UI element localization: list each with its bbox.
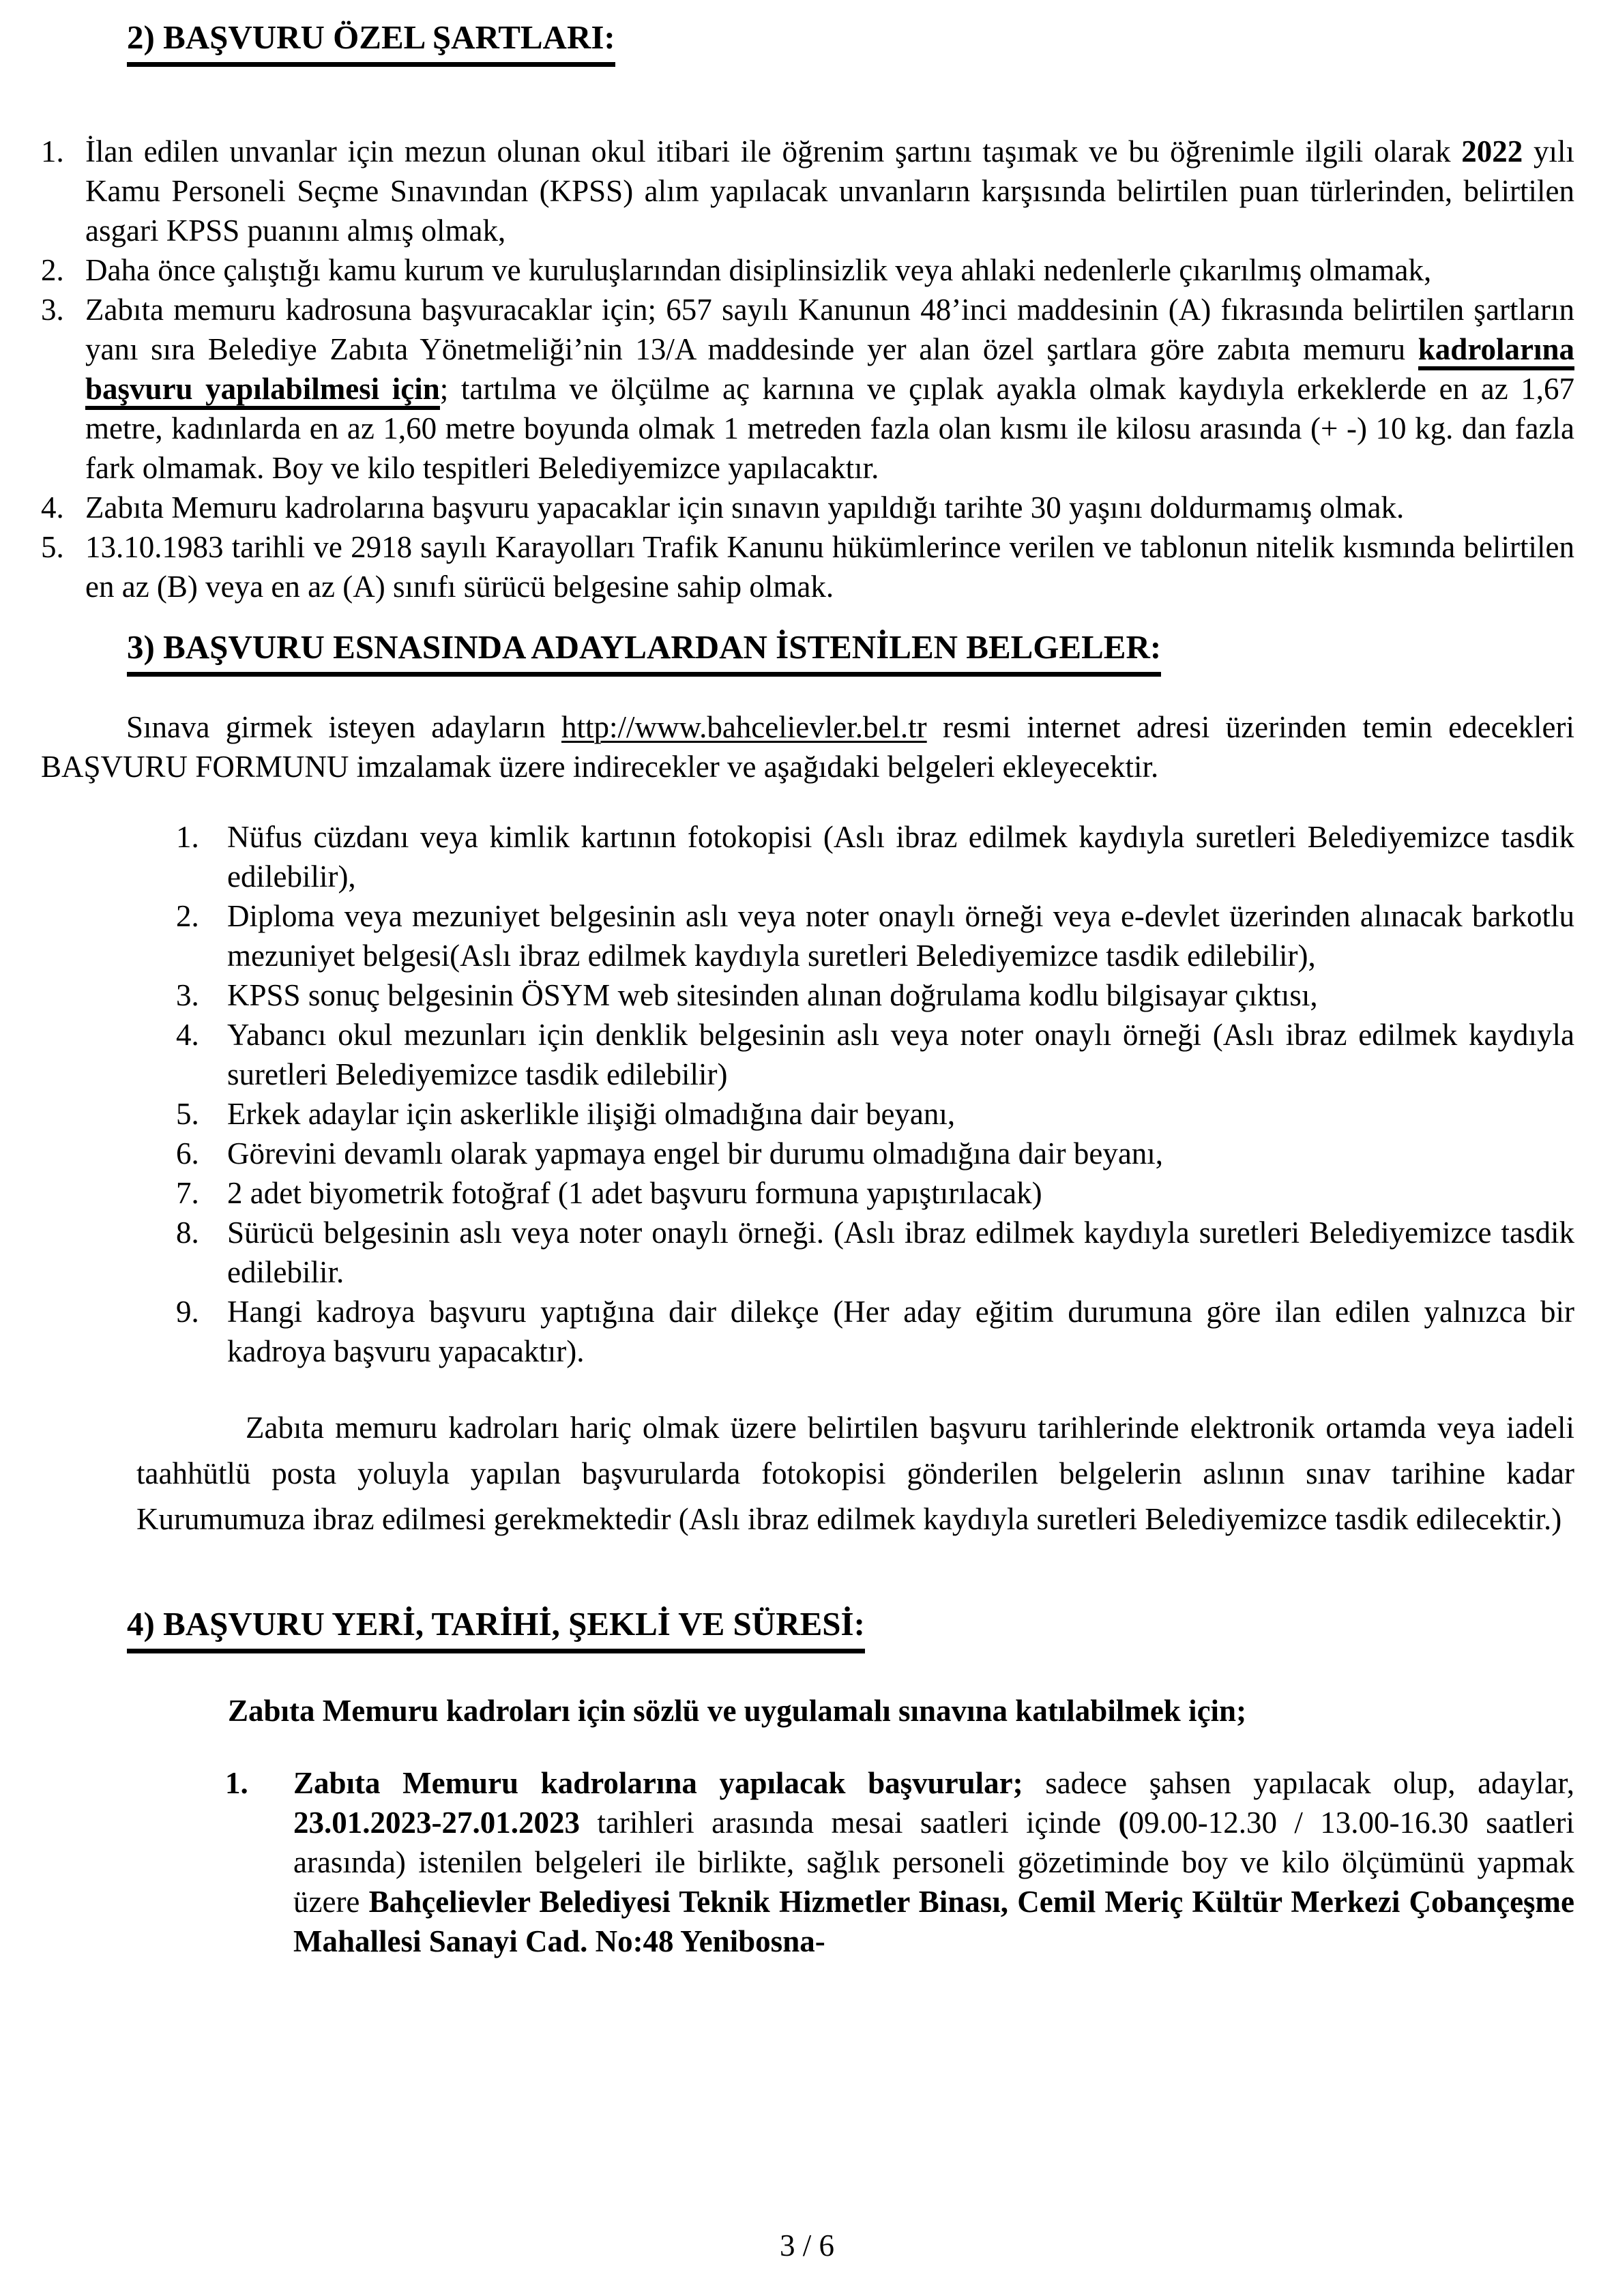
- list-item-text: Daha önce çalıştığı kamu kurum ve kuruluşlarından disiplinsizlik veya ahlaki nedenlerle çıkarılmış olmamak,: [85, 253, 1432, 287]
- list-item-number: 3.: [176, 978, 199, 1012]
- list-item-number: 2.: [176, 899, 199, 933]
- section-3-heading: [127, 627, 1574, 677]
- section-4-heading: [127, 1604, 1574, 1653]
- list-item-text: Yabancı okul mezunları için denklik belgesinin aslı veya noter onaylı örneği (Aslı ibraz edilmek kaydıyla suretleri Belediyemizce tasdik edilebilir): [227, 1018, 1574, 1091]
- required-documents-list: [41, 817, 1574, 1371]
- list-item-text: Erkek adaylar için askerlikle ilişiği olmadığına dair beyanı,: [227, 1097, 956, 1131]
- list-item-text: Zabıta memuru kadrosuna başvuracaklar için; 657 sayılı Kanunun 48’inci maddesinin (A) fıkrasında belirtilen şartların yanı sıra Belediye Zabıta Yönetmeliği’nin 13/A maddesinde yer alan özel şartlara göre zabıta memuru kadrolarına başvuru yapılabilmesi için; tartılma ve ölçülme aç karnına ve çıplak ayakla olmak kaydıyla erkeklerde en az 1,67 metre, kadınlarda en az 1,60 metre boyunda olmak 1 metreden fazla olan kısmı ile kilosu arasında (+ -) 10 kg. dan fazla fark olmamak. Boy ve kilo tespitleri Belediyemizce yapılacaktır.: [85, 293, 1574, 485]
- list-item: [41, 975, 1574, 1015]
- list-item: [41, 1094, 1574, 1134]
- list-item-number: 3.: [41, 293, 64, 327]
- list-item: [41, 290, 1574, 488]
- url-link[interactable]: http://www.bahcelievler.bel.tr: [561, 710, 927, 744]
- list-item-number: 4.: [176, 1018, 199, 1052]
- list-item: [41, 250, 1574, 290]
- list-item-number: 1.: [41, 134, 64, 168]
- list-item-text: Nüfus cüzdanı veya kimlik kartının fotokopisi (Aslı ibraz edilmek kaydıyla suretleri Belediyemizce tasdik edilebilir),: [227, 820, 1574, 894]
- list-item: [41, 1292, 1574, 1371]
- list-item-number: 1.: [225, 1766, 248, 1800]
- list-item-number: 5.: [176, 1097, 199, 1131]
- list-item: [41, 1015, 1574, 1094]
- list-item-number: 8.: [176, 1216, 199, 1250]
- list-item-text: 13.10.1983 tarihli ve 2918 sayılı Karayolları Trafik Kanunu hükümlerince verilen ve tablonun nitelik kısmında belirtilen en az (B) veya en az (A) sınıfı sürücü belgesine sahip olmak.: [85, 530, 1574, 604]
- list-item: [41, 132, 1574, 250]
- list-item-number: 9.: [176, 1295, 199, 1329]
- list-item-text: İlan edilen unvanlar için mezun olunan okul itibari ile öğrenim şartını taşımak ve bu öğrenimle ilgili olarak 2022 yılı Kamu Personeli Seçme Sınavından (KPSS) alım yapılacak unvanların karşısında belirtilen puan türlerinden, belirtilen asgari KPSS puanını almış olmak,: [85, 134, 1574, 248]
- original-documents-note-paragraph: Zabıta memuru kadroları hariç olmak üzere belirtilen başvuru tarihlerinde elektronik ortamda veya iadeli taahhütlü posta yoluyla yapılan başvurularda fotokopisi gönderilen belgelerin aslının sınav tarihine kadar Kurumumuza ibraz edilmesi gerekmektedir (Aslı ibraz edilmek kaydıyla suretleri Belediyemizce tasdik edilecektir.): [136, 1411, 1574, 1536]
- section-2-heading-text: 2) BAŞVURU ÖZEL ŞARTLARI:: [127, 17, 615, 67]
- special-conditions-list: [41, 132, 1574, 606]
- list-item-text: KPSS sonuç belgesinin ÖSYM web sitesinden alınan doğrulama kodlu bilgisayar çıktısı,: [227, 978, 1318, 1012]
- list-item-number: 7.: [176, 1176, 199, 1210]
- section-3-heading-text: 3) BAŞVURU ESNASINDA ADAYLARDAN İSTENİLEN BELGELER:: [127, 627, 1161, 677]
- list-item-text: Diploma veya mezuniyet belgesinin aslı veya noter onaylı örneği veya e-devlet üzerinden alınacak barkotlu mezuniyet belgesi(Aslı ibraz edilmek kaydıyla suretleri Belediyemizce tasdik edilebilir),: [227, 899, 1574, 973]
- list-item-number: 2.: [41, 253, 64, 287]
- list-item: [41, 488, 1574, 527]
- zabita-exam-intro-line: Zabıta Memuru kadroları için sözlü ve uygulamalı sınavına katılabilmek için;: [228, 1694, 1247, 1728]
- list-item-number: 5.: [41, 530, 64, 564]
- list-item-text: Zabıta Memuru kadrolarına başvuru yapacaklar için sınavın yapıldığı tarihte 30 yaşını doldurmamış olmak.: [85, 490, 1405, 525]
- list-item-number: 1.: [176, 820, 199, 854]
- application-form-paragraph: Sınava girmek isteyen adayların http://www.bahcelievler.bel.tr resmi internet adresi üzerinden temin edecekleri BAŞVURU FORMUNU imzalamak üzere indirecekler ve aşağıdaki belgeleri ekleyecektir.: [41, 710, 1575, 784]
- list-item-text: Hangi kadroya başvuru yaptığına dair dilekçe (Her aday eğitim durumuna göre ilan edilen yalnızca bir kadroya başvuru yapacaktır).: [227, 1295, 1574, 1368]
- list-item: [41, 896, 1574, 975]
- section-2-heading: [127, 17, 1574, 67]
- list-item: [41, 1213, 1574, 1292]
- application-place-list: [41, 1763, 1574, 1961]
- list-item: [41, 1134, 1574, 1173]
- list-item: [41, 817, 1574, 896]
- list-item: [41, 1173, 1574, 1213]
- list-item-text: Görevini devamlı olarak yapmaya engel bir durumu olmadığına dair beyanı,: [227, 1136, 1164, 1171]
- section-4-heading-text: 4) BAŞVURU YERİ, TARİHİ, ŞEKLİ VE SÜRESİ:: [127, 1604, 865, 1653]
- list-item-text: Zabıta Memuru kadrolarına yapılacak başvurular; sadece şahsen yapılacak olup, adaylar, 23.01.2023-27.01.2023 tarihleri arasında mesai saatleri içinde (09.00-12.30 / 13.00-16.30 saatleri arasında) istenilen belgeleri ile birlikte, sağlık personeli gözetiminde boy ve kilo ölçümünü yapmak üzere Bahçelievler Belediyesi Teknik Hizmetler Binası, Cemil Meriç Kültür Merkezi Çobançeşme Mahallesi Sanayi Cad. No:48 Yenibosna-: [293, 1766, 1575, 1958]
- list-item-number: 6.: [176, 1136, 199, 1171]
- list-item-text: 2 adet biyometrik fotoğraf (1 adet başvuru formuna yapıştırılacak): [227, 1176, 1042, 1210]
- list-item-number: 4.: [41, 490, 64, 525]
- list-item: [41, 527, 1574, 606]
- list-item-text: Sürücü belgesinin aslı veya noter onaylı örneği. (Aslı ibraz edilmek kaydıyla suretleri Belediyemizce tasdik edilebilir.: [227, 1216, 1574, 1289]
- page-number: 3 / 6: [779, 2228, 834, 2263]
- list-item: [41, 1763, 1574, 1961]
